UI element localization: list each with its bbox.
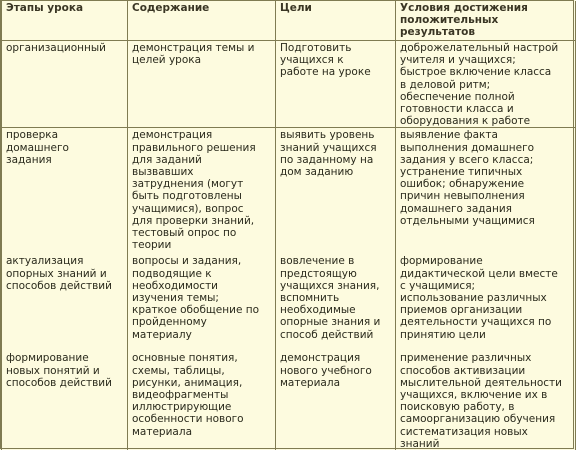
table-header-row — [2, 1, 576, 41]
cell-content: демонстрация правильного решения для заданий вызвавших затруднения (могут быть подготовлены учащимися), вопрос для проверки знаний, тестовый опрос по теории — [128, 128, 276, 255]
cell-content: основные понятия, схемы, таблицы, рисунки, анимация, видеофрагменты иллюстрирующие особенности нового материала — [128, 351, 276, 450]
cell-conditions: применение различных способов активизации мыслительной деятельности учащихся, включение их в поисковую работу, в самоорганизацию обучения систематизация новых знаний — [396, 351, 576, 450]
cell-conditions: формирование дидактической цели вместе с учащимися; использование различных приемов организации деятельности учащихся по принятию цели — [396, 254, 576, 351]
cell-content: вопросы и задания, подводящие к необходимости изучения темы; краткое обобщение по пройденному материалу — [128, 254, 276, 351]
lesson-stages-table — [1, 1, 576, 450]
header-lesson-stages: Этапы урока — [2, 1, 128, 41]
cell-conditions: выявление факта выполнения домашнего задания у всего класса; устранение типичных ошибок; обнаружение причин невыполнения домашнего задания отдельными учащимися — [396, 128, 576, 255]
header-goals: Цели — [276, 1, 396, 41]
table-row — [2, 41, 576, 128]
cell-goal: Подготовить учащихся к работе на уроке — [276, 41, 396, 128]
cell-stage: проверка домашнего задания — [2, 128, 128, 255]
cell-stage: актуализация опорных знаний и способов действий — [2, 254, 128, 351]
cell-stage: организационный — [2, 41, 128, 128]
cell-goal: демонстрация нового учебного материала — [276, 351, 396, 450]
cell-goal: вовлечение в предстоящую учащихся знания, вспомнить необходимые опорные знания и способ действий — [276, 254, 396, 351]
table-row — [2, 128, 576, 255]
cell-content: демонстрация темы и целей урока — [128, 41, 276, 128]
table-row — [2, 351, 576, 450]
cell-conditions: доброжелательный настрой учителя и учащихся; быстрое включение класса в деловой ритм; обеспечение полной готовности класса и оборудования к работе — [396, 41, 576, 128]
table-row — [2, 254, 576, 351]
cell-goal: выявить уровень знаний учащихся по заданному на дом заданию — [276, 128, 396, 255]
cell-stage: формирование новых понятий и способов действий — [2, 351, 128, 450]
header-content: Содержание — [128, 1, 276, 41]
header-conditions: Условия достижения положительных результатов — [396, 1, 576, 41]
